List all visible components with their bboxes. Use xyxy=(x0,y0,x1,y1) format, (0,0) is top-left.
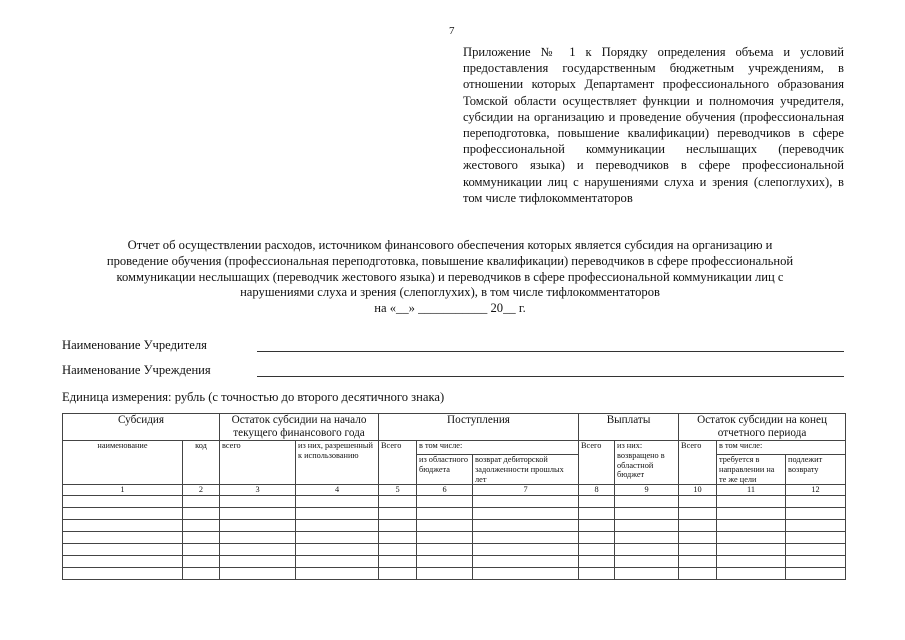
table-cell[interactable] xyxy=(615,496,679,508)
table-cell[interactable] xyxy=(717,508,786,520)
header-returned: из них: возвращено в областной бюджет xyxy=(615,441,679,485)
table-cell[interactable] xyxy=(63,532,183,544)
table-cell[interactable] xyxy=(615,568,679,580)
table-cell[interactable] xyxy=(63,496,183,508)
table-cell[interactable] xyxy=(296,556,379,568)
table-cell[interactable] xyxy=(786,520,846,532)
table-cell[interactable] xyxy=(786,508,846,520)
table-cell[interactable] xyxy=(63,508,183,520)
table-cell[interactable] xyxy=(473,544,579,556)
column-number: 3 xyxy=(220,485,296,496)
column-number: 12 xyxy=(786,485,846,496)
table-cell[interactable] xyxy=(615,556,679,568)
table-cell[interactable] xyxy=(417,544,473,556)
page-number: 7 xyxy=(449,25,455,37)
table-cell[interactable] xyxy=(63,556,183,568)
table-cell[interactable] xyxy=(417,496,473,508)
table-cell[interactable] xyxy=(717,568,786,580)
header-end-including: в том числе: xyxy=(717,441,846,455)
table-cell[interactable] xyxy=(679,508,717,520)
unit-of-measure: Единица измерения: рубль (с точностью до второго десятичного знака) xyxy=(62,390,445,404)
header-receipts-total: Всего xyxy=(379,441,417,485)
report-title-line: Отчет об осуществлении расходов, источником финансового обеспечения которых является субсидия на организацию и xyxy=(127,238,773,252)
table-cell[interactable] xyxy=(379,496,417,508)
table-cell[interactable] xyxy=(220,556,296,568)
annex-reference: Приложение № 1 к Порядку определения объема и условий предоставления государственным бюджетным учреждениям, в отношении которых Департамент профессионального образования Томской области осуществляет функции и полномочия учредителя, субсидии на организацию и проведение обучения (профессиональная переподготовка, повышение квалификации) переводчиков в сфере профессиональной коммуникации неслышащих (переводчик жестового языка) и переводчиков в сфере профессиональной коммуникации лиц с нарушениями слуха и зрения (слепоглухих), в том числе тифлокомментаторов xyxy=(463,45,844,205)
column-number: 6 xyxy=(417,485,473,496)
table-cell[interactable] xyxy=(615,544,679,556)
table-cell[interactable] xyxy=(717,532,786,544)
header-receipts: Поступления xyxy=(379,414,579,441)
table-cell[interactable] xyxy=(183,520,220,532)
table-cell[interactable] xyxy=(615,520,679,532)
table-cell[interactable] xyxy=(679,532,717,544)
header-payments-total: Всего xyxy=(579,441,615,485)
table-cell[interactable] xyxy=(579,508,615,520)
header-end-balance: Остаток субсидии на конец отчетного периода xyxy=(679,414,846,441)
table-cell[interactable] xyxy=(379,532,417,544)
table-cell[interactable] xyxy=(679,496,717,508)
table-cell[interactable] xyxy=(679,556,717,568)
table-cell[interactable] xyxy=(579,556,615,568)
table-cell[interactable] xyxy=(379,568,417,580)
header-subsidy: Субсидия xyxy=(63,414,220,441)
table-row xyxy=(63,568,846,580)
table-cell[interactable] xyxy=(417,556,473,568)
table-cell[interactable] xyxy=(379,544,417,556)
table-cell[interactable] xyxy=(296,568,379,580)
table-cell[interactable] xyxy=(717,520,786,532)
header-debt-return: возврат дебиторской задолженности прошлых лет xyxy=(473,455,579,485)
column-number: 9 xyxy=(615,485,679,496)
header-same-goals: требуется в направлении на те же цели xyxy=(717,455,786,485)
table-cell[interactable] xyxy=(473,508,579,520)
column-number: 8 xyxy=(579,485,615,496)
table-cell[interactable] xyxy=(679,520,717,532)
institution-label: Наименование Учреждения xyxy=(62,363,211,377)
header-allowed: из них, разрешенный к использованию xyxy=(296,441,379,485)
table-cell[interactable] xyxy=(379,556,417,568)
table-cell[interactable] xyxy=(579,544,615,556)
table-cell[interactable] xyxy=(296,496,379,508)
table-cell[interactable] xyxy=(296,508,379,520)
table-row xyxy=(63,532,846,544)
table-cell[interactable] xyxy=(417,508,473,520)
table-cell[interactable] xyxy=(183,544,220,556)
table-cell[interactable] xyxy=(220,508,296,520)
institution-input-line[interactable] xyxy=(257,376,844,377)
report-title-line: коммуникации неслышащих (переводчик жестового языка) и переводчиков в сфере профессиональной коммуникации лиц с xyxy=(116,269,784,284)
table-cell[interactable] xyxy=(717,556,786,568)
column-number: 10 xyxy=(679,485,717,496)
table-cell[interactable] xyxy=(63,520,183,532)
table-cell[interactable] xyxy=(296,532,379,544)
table-row xyxy=(63,544,846,556)
table-body xyxy=(63,496,846,580)
column-number: 4 xyxy=(296,485,379,496)
table-cell[interactable] xyxy=(579,568,615,580)
table-cell[interactable] xyxy=(579,532,615,544)
table-cell[interactable] xyxy=(417,532,473,544)
header-start-total: всего xyxy=(220,441,296,485)
table-cell[interactable] xyxy=(417,568,473,580)
table-cell[interactable] xyxy=(183,532,220,544)
table-cell[interactable] xyxy=(579,496,615,508)
table-cell[interactable] xyxy=(717,496,786,508)
table-cell[interactable] xyxy=(183,556,220,568)
table-cell[interactable] xyxy=(473,532,579,544)
table-cell[interactable] xyxy=(786,556,846,568)
table-cell[interactable] xyxy=(296,520,379,532)
table-cell[interactable] xyxy=(220,496,296,508)
header-name: наименование xyxy=(63,441,183,485)
table-cell[interactable] xyxy=(417,520,473,532)
table-cell[interactable] xyxy=(786,568,846,580)
column-number: 1 xyxy=(63,485,183,496)
header-to-return: подлежит возврату xyxy=(786,455,846,485)
column-number: 5 xyxy=(379,485,417,496)
column-number: 11 xyxy=(717,485,786,496)
table-cell[interactable] xyxy=(473,520,579,532)
table-cell[interactable] xyxy=(183,508,220,520)
table-cell[interactable] xyxy=(579,520,615,532)
table-row xyxy=(63,496,846,508)
table-cell[interactable] xyxy=(220,544,296,556)
founder-input-line[interactable] xyxy=(257,351,844,352)
table-cell[interactable] xyxy=(379,508,417,520)
table-cell[interactable] xyxy=(473,568,579,580)
header-end-total: Всего xyxy=(679,441,717,485)
table-cell[interactable] xyxy=(63,544,183,556)
table-cell[interactable] xyxy=(220,532,296,544)
table-cell[interactable] xyxy=(717,544,786,556)
table-cell[interactable] xyxy=(473,556,579,568)
table-row xyxy=(63,508,846,520)
header-receipts-including: в том числе: xyxy=(417,441,579,455)
table-cell[interactable] xyxy=(786,544,846,556)
table-cell[interactable] xyxy=(63,568,183,580)
table-cell[interactable] xyxy=(679,568,717,580)
table-cell[interactable] xyxy=(296,544,379,556)
table-cell[interactable] xyxy=(379,520,417,532)
table-cell[interactable] xyxy=(786,532,846,544)
table-cell[interactable] xyxy=(220,520,296,532)
column-number: 2 xyxy=(183,485,220,496)
founder-label: Наименование Учредителя xyxy=(62,338,207,352)
table-cell[interactable] xyxy=(183,568,220,580)
table-cell[interactable] xyxy=(615,532,679,544)
report-title xyxy=(62,238,838,317)
header-payments: Выплаты xyxy=(579,414,679,441)
table-row xyxy=(63,520,846,532)
report-title-line: проведение обучения (профессиональная переподготовка, повышение квалификации) переводчиков в сфере профессиональной xyxy=(106,253,794,268)
report-date-line: на «__» ___________ 20__ г. xyxy=(374,301,526,316)
table-cell[interactable] xyxy=(615,508,679,520)
report-title-line: нарушениями слуха и зрения (слепоглухих), в том числе тифлокомментаторов xyxy=(240,285,660,300)
header-regional-budget: из областного бюджета xyxy=(417,455,473,485)
table-cell[interactable] xyxy=(679,544,717,556)
table-cell[interactable] xyxy=(220,568,296,580)
table-cell[interactable] xyxy=(183,496,220,508)
header-start-balance: Остаток субсидии на начало текущего финансового года xyxy=(220,414,379,441)
header-code: код xyxy=(183,441,220,485)
report-table xyxy=(62,413,846,580)
column-number: 7 xyxy=(473,485,579,496)
table-cell[interactable] xyxy=(473,496,579,508)
table-cell[interactable] xyxy=(786,496,846,508)
table-row xyxy=(63,556,846,568)
